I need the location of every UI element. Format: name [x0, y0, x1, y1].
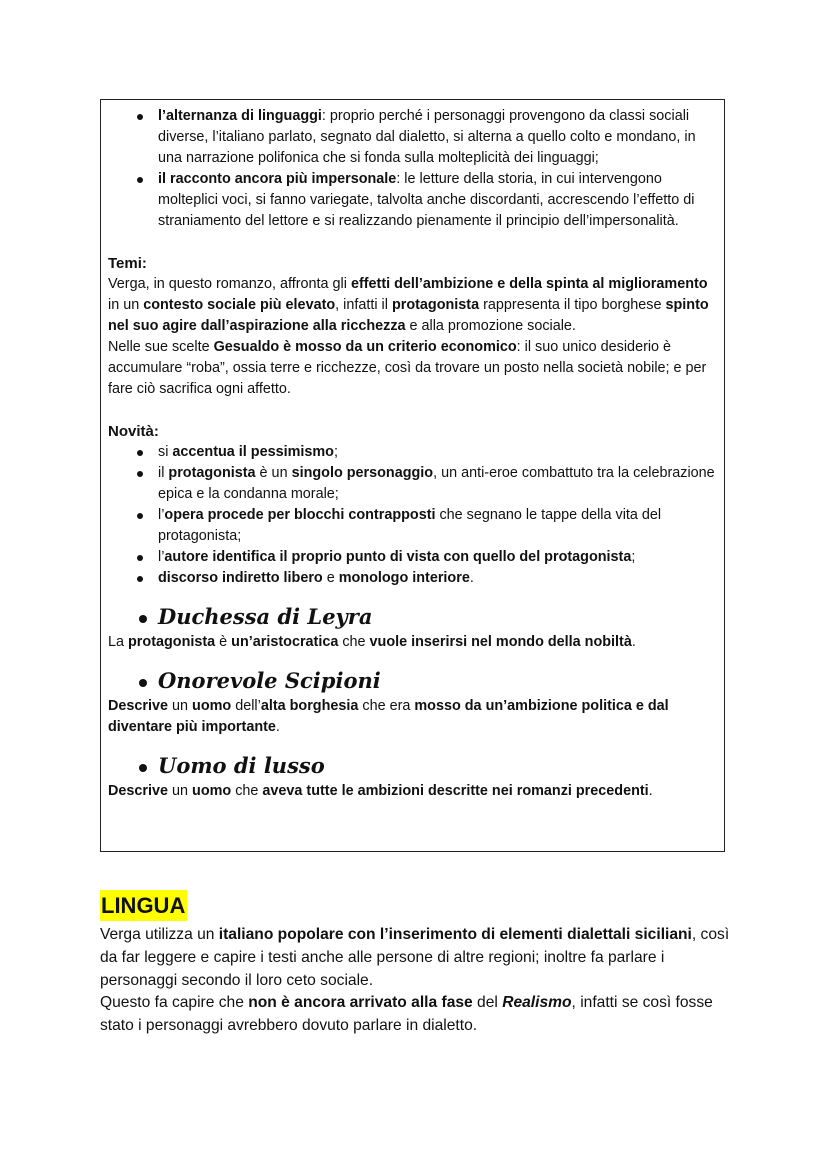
onorevole-heading: Onorevole Scipioni [108, 666, 716, 696]
content-box [100, 99, 725, 852]
intro-bullet-list [108, 106, 716, 232]
temi-heading: Temi: [108, 255, 147, 272]
lingua-paragraph-2: Questo fa capire che non è ancora arrivato alla fase del Realismo, infatti se così fosse stato i personaggi avrebbero dovuto parlare in dialetto. [100, 994, 713, 1035]
uomo-text: Descrive un uomo che aveva tutte le ambizioni descritte nei romanzi precedenti. [108, 783, 653, 799]
list-item: il protagonista è un singolo personaggio, un anti-eroe combattuto tra la celebrazione epica e la condanna morale; [108, 463, 716, 505]
lingua-paragraph-1: Verga utilizza un italiano popolare con l’inserimento di elementi dialettali siciliani, così da far leggere e capire i testi anche alle persone di altre regioni; inoltre fa parlare i personaggi secondo il loro ceto sociale. [100, 926, 730, 989]
list-item [108, 106, 716, 169]
bullet-bold: l’alternanza di linguaggi [158, 108, 322, 124]
bullet-text: : proprio perché i personaggi provengono da classi sociali diverse, l’italiano parlato, segnato dal dialetto, si alterna a quello colto e mondano, in una narrazione polifonica che si fonda sulla molteplicità dei linguaggi; [158, 108, 696, 166]
duchessa-heading: Duchessa di Leyra [108, 602, 716, 632]
list-item: discorso indiretto libero e monologo interiore. [108, 568, 716, 589]
temi-paragraph-1: Verga, in questo romanzo, affronta gli effetti dell’ambizione e della spinta al miglioramento in un contesto sociale più elevato, infatti il protagonista rappresenta il tipo borghese spinto nel suo agire dall’aspirazione alla ricchezza e alla promozione sociale. [108, 276, 709, 334]
list-item: si accentua il pessimismo; [108, 442, 716, 463]
list-item: l’autore identifica il proprio punto di vista con quello del protagonista; [108, 547, 716, 568]
bullet-text: : le letture della storia, in cui intervengono molteplici voci, si fanno variegate, talvolta anche discordanti, accrescendo l’effetto di straniamento del lettore e si realizzando pienamente il principio dell’impersonalità. [158, 171, 695, 229]
novita-heading: Novità: [108, 423, 159, 440]
lingua-body [100, 924, 740, 1038]
temi-paragraph-2: Nelle sue scelte Gesualdo è mosso da un criterio economico: il suo unico desiderio è accumulare “roba”, ossia terre e ricchezze, così da trovare un posto nella società nobile; e per fare ciò sacrifica ogni affetto. [108, 339, 707, 397]
list-item [108, 169, 716, 232]
duchessa-text: La protagonista è un’aristocratica che vuole inserirsi nel mondo della nobiltà. [108, 634, 636, 650]
onorevole-text: Descrive un uomo dell’alta borghesia che era mosso da un’ambizione politica e dal diventare più importante. [108, 698, 669, 735]
novita-list [108, 442, 716, 589]
lingua-heading: LINGUA [100, 890, 187, 921]
list-item: l’opera procede per blocchi contrapposti che segnano le tappe della vita del protagonista; [108, 505, 716, 547]
uomo-heading: Uomo di lusso [108, 751, 716, 781]
bullet-bold: il racconto ancora più impersonale [158, 171, 397, 187]
